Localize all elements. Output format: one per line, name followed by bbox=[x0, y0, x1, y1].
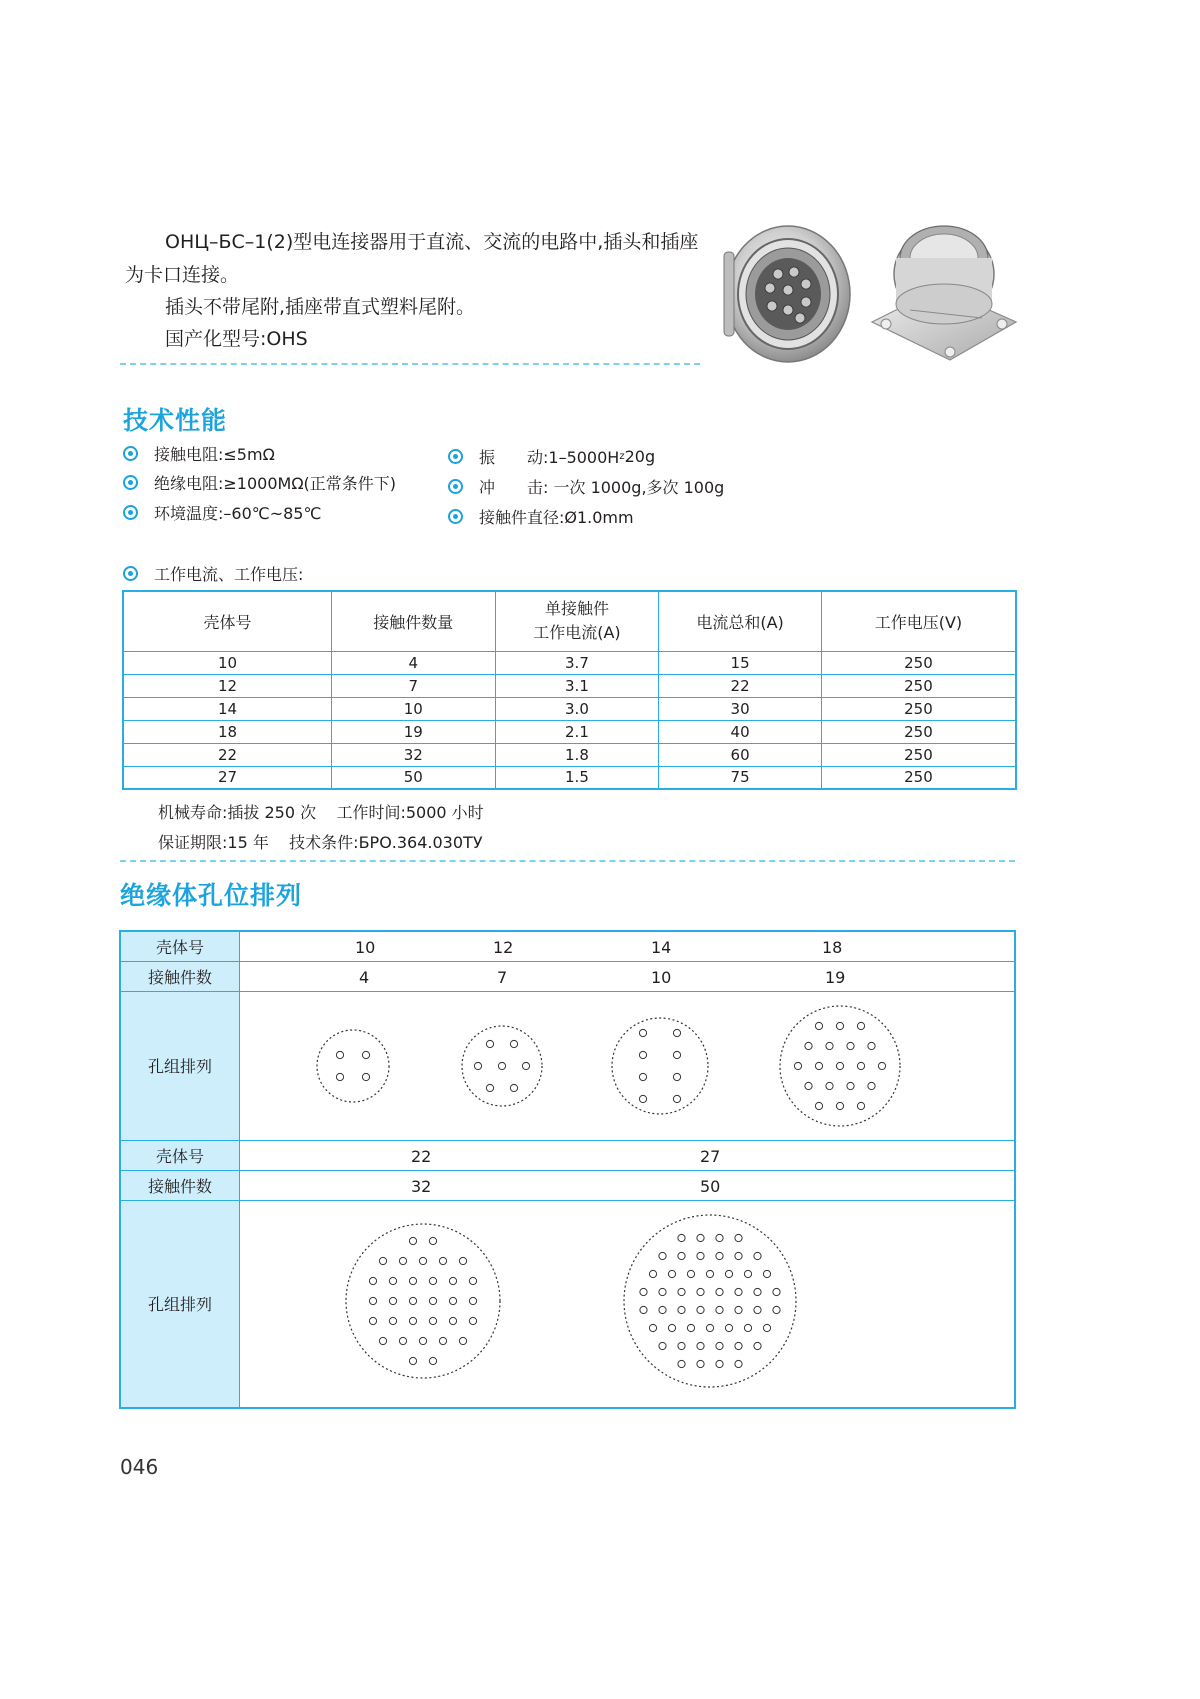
contact-hole bbox=[687, 1270, 694, 1277]
cell-total-current: 22 bbox=[659, 674, 822, 697]
shell-18: 18 bbox=[822, 938, 843, 957]
contact-hole bbox=[336, 1051, 343, 1058]
contact-hole bbox=[716, 1252, 723, 1259]
cell-shell: 12 bbox=[123, 674, 332, 697]
cell-shell: 22 bbox=[123, 743, 332, 766]
contact-hole bbox=[639, 1073, 646, 1080]
contact-hole bbox=[678, 1234, 685, 1241]
row1-arrangement bbox=[120, 991, 1015, 1140]
contact-hole bbox=[826, 1082, 833, 1089]
cell-shell: 10 bbox=[123, 651, 332, 674]
table-row bbox=[123, 743, 1016, 766]
contact-hole bbox=[409, 1357, 416, 1364]
shell-27: 27 bbox=[700, 1146, 721, 1166]
contact-hole bbox=[697, 1252, 704, 1259]
insert-diagram-10 bbox=[612, 1018, 708, 1114]
contact-hole bbox=[639, 1029, 646, 1036]
spec-text: 动:1–5000H bbox=[527, 448, 620, 467]
contact-hole bbox=[640, 1306, 647, 1313]
contact-hole bbox=[429, 1317, 436, 1324]
note-warranty: 保证期限:15 年 技术条件:БРО.364.030ТУ bbox=[158, 833, 483, 852]
contact-hole bbox=[429, 1277, 436, 1284]
contact-hole bbox=[389, 1277, 396, 1284]
insert-diagram-7 bbox=[462, 1026, 542, 1106]
intro-line-2: 为卡口连接。 bbox=[125, 264, 240, 286]
contact-hole bbox=[649, 1270, 656, 1277]
row2-diagrams bbox=[240, 1200, 1016, 1408]
contact-hole bbox=[794, 1062, 801, 1069]
header-shell: 壳体号 bbox=[123, 591, 332, 651]
spec-subscript: z bbox=[619, 451, 625, 462]
contact-hole bbox=[659, 1252, 666, 1259]
tech-section-title: 技术性能 bbox=[123, 406, 228, 435]
spec-contact-diameter bbox=[448, 505, 634, 528]
cell-voltage: 250 bbox=[821, 766, 1016, 789]
connector-photo bbox=[720, 212, 1020, 384]
table-row bbox=[123, 766, 1016, 789]
contact-hole bbox=[836, 1102, 843, 1109]
contact-hole bbox=[409, 1317, 416, 1324]
header-single-current bbox=[495, 591, 659, 651]
contact-hole bbox=[399, 1337, 406, 1344]
cell-total-current: 60 bbox=[659, 743, 822, 766]
row2-pin-diagrams bbox=[240, 1201, 1014, 1407]
spec-vibration bbox=[448, 445, 655, 468]
row2-shell bbox=[120, 1140, 1015, 1170]
contact-hole bbox=[649, 1324, 656, 1331]
contact-hole bbox=[389, 1317, 396, 1324]
contact-hole bbox=[716, 1234, 723, 1241]
cell-shell: 27 bbox=[123, 766, 332, 789]
divider-line-2 bbox=[120, 860, 1015, 862]
contact-hole bbox=[469, 1297, 476, 1304]
cell-voltage: 250 bbox=[821, 674, 1016, 697]
table-row bbox=[123, 720, 1016, 743]
contact-hole bbox=[706, 1270, 713, 1277]
contacts-32: 32 bbox=[411, 1176, 432, 1196]
contact-hole bbox=[847, 1082, 854, 1089]
contact-hole bbox=[498, 1062, 505, 1069]
spec-insulation-resistance bbox=[123, 471, 396, 494]
shell-label: 壳体号 bbox=[120, 931, 240, 961]
contact-hole bbox=[773, 1306, 780, 1313]
contact-hole bbox=[857, 1062, 864, 1069]
contact-hole bbox=[668, 1270, 675, 1277]
cell-total-current: 75 bbox=[659, 766, 822, 789]
contact-hole bbox=[805, 1042, 812, 1049]
cell-total-current: 15 bbox=[659, 651, 822, 674]
contact-hole bbox=[439, 1337, 446, 1344]
contact-hole bbox=[826, 1042, 833, 1049]
contact-hole bbox=[744, 1270, 751, 1277]
insert-diagram-4 bbox=[317, 1030, 389, 1102]
contact-hole bbox=[678, 1252, 685, 1259]
contacts-19: 19 bbox=[825, 967, 846, 987]
contact-hole bbox=[735, 1342, 742, 1349]
spec-text: 绝缘电阻:≥1000MΩ(正常条件下) bbox=[154, 474, 397, 493]
contacts-7: 7 bbox=[497, 967, 508, 987]
spec-temperature bbox=[123, 501, 321, 524]
row1-shell bbox=[120, 931, 1015, 961]
cell-contact-count: 19 bbox=[332, 720, 496, 743]
insert-layout-table bbox=[119, 930, 1016, 1409]
contact-hole bbox=[744, 1324, 751, 1331]
bullet-icon bbox=[448, 509, 463, 524]
cell-contact-count: 10 bbox=[332, 697, 496, 720]
contact-hole bbox=[725, 1270, 732, 1277]
contact-hole bbox=[639, 1051, 646, 1058]
contact-hole bbox=[659, 1342, 666, 1349]
cell-single-current: 1.8 bbox=[495, 743, 659, 766]
contact-hole bbox=[697, 1306, 704, 1313]
note-life: 机械寿命:插拔 250 次 工作时间:5000 小时 bbox=[158, 803, 484, 822]
contact-hole bbox=[459, 1337, 466, 1344]
cell-contact-count: 50 bbox=[332, 766, 496, 789]
cell-single-current: 3.0 bbox=[495, 697, 659, 720]
contact-hole bbox=[697, 1288, 704, 1295]
row2-contacts bbox=[120, 1170, 1015, 1200]
bullet-icon bbox=[123, 505, 138, 520]
contact-hole bbox=[469, 1317, 476, 1324]
header-total-current: 电流总和(A) bbox=[659, 591, 822, 651]
contact-hole bbox=[379, 1337, 386, 1344]
contact-hole bbox=[815, 1102, 822, 1109]
contact-hole bbox=[673, 1029, 680, 1036]
arrangement-label-2: 孔组排列 bbox=[120, 1200, 240, 1408]
contact-hole bbox=[754, 1306, 761, 1313]
cell-voltage: 250 bbox=[821, 720, 1016, 743]
contact-hole bbox=[510, 1084, 517, 1091]
contact-hole bbox=[429, 1357, 436, 1364]
header-voltage: 工作电压(V) bbox=[821, 591, 1016, 651]
cell-voltage: 250 bbox=[821, 743, 1016, 766]
contact-hole bbox=[678, 1288, 685, 1295]
bullet-icon bbox=[123, 566, 138, 581]
contact-hole bbox=[510, 1040, 517, 1047]
spec-tail: 20g bbox=[624, 447, 656, 466]
cell-shell: 14 bbox=[123, 697, 332, 720]
contact-hole bbox=[409, 1297, 416, 1304]
contact-hole bbox=[673, 1051, 680, 1058]
contacts-label: 接触件数 bbox=[120, 961, 240, 991]
bullet-icon bbox=[448, 449, 463, 464]
spec-text: 接触件直径:Ø1.0mm bbox=[479, 508, 634, 527]
contact-hole bbox=[389, 1297, 396, 1304]
shell-22: 22 bbox=[411, 1146, 432, 1166]
header-single-current-line2: 工作电流(A) bbox=[533, 623, 621, 643]
insert-diagram-32 bbox=[346, 1224, 500, 1378]
cell-contact-count: 4 bbox=[332, 651, 496, 674]
contact-hole bbox=[486, 1084, 493, 1091]
page-number: 046 bbox=[120, 1455, 159, 1479]
contact-hole bbox=[716, 1306, 723, 1313]
cell-single-current: 2.1 bbox=[495, 720, 659, 743]
contact-hole bbox=[369, 1317, 376, 1324]
cell-contact-count: 32 bbox=[332, 743, 496, 766]
contact-hole bbox=[449, 1297, 456, 1304]
contact-hole bbox=[673, 1073, 680, 1080]
contacts-label-2: 接触件数 bbox=[120, 1170, 240, 1200]
table-row bbox=[123, 674, 1016, 697]
row2-arrangement bbox=[120, 1200, 1015, 1408]
contacts-4: 4 bbox=[359, 967, 370, 987]
contact-hole bbox=[716, 1342, 723, 1349]
contact-hole bbox=[362, 1051, 369, 1058]
contact-hole bbox=[878, 1062, 885, 1069]
table-row bbox=[123, 697, 1016, 720]
spec-text: 击: 一次 1000g,多次 100g bbox=[527, 478, 725, 497]
shell-14: 14 bbox=[651, 938, 672, 957]
contacts-50: 50 bbox=[700, 1176, 721, 1196]
contact-hole bbox=[857, 1102, 864, 1109]
row1-shell-values bbox=[240, 931, 1016, 961]
contact-hole bbox=[369, 1297, 376, 1304]
contact-hole bbox=[716, 1288, 723, 1295]
contact-hole bbox=[763, 1270, 770, 1277]
contact-hole bbox=[486, 1040, 493, 1047]
contact-hole bbox=[725, 1324, 732, 1331]
shell-label-2: 壳体号 bbox=[120, 1140, 240, 1170]
current-table bbox=[122, 590, 1017, 790]
contacts-10: 10 bbox=[651, 967, 672, 987]
contact-hole bbox=[429, 1237, 436, 1244]
spec-label: 冲 bbox=[479, 478, 496, 497]
row1-contacts bbox=[120, 961, 1015, 991]
contact-hole bbox=[369, 1277, 376, 1284]
contact-hole bbox=[836, 1062, 843, 1069]
contact-hole bbox=[868, 1042, 875, 1049]
contact-hole bbox=[815, 1022, 822, 1029]
spec-text: 环境温度:–60℃~85℃ bbox=[154, 504, 322, 523]
contact-hole bbox=[847, 1042, 854, 1049]
row1-pin-diagrams bbox=[240, 992, 1014, 1140]
insert-diagram-50 bbox=[624, 1215, 796, 1387]
cell-shell: 18 bbox=[123, 720, 332, 743]
contact-hole bbox=[773, 1288, 780, 1295]
spec-shock bbox=[448, 475, 724, 498]
row2-contact-values bbox=[240, 1170, 1016, 1200]
intro-line-4: 国产化型号:OHS bbox=[165, 328, 308, 350]
cell-voltage: 250 bbox=[821, 697, 1016, 720]
contact-hole bbox=[668, 1324, 675, 1331]
contact-hole bbox=[673, 1095, 680, 1102]
spec-text: 接触电阻:≤5mΩ bbox=[154, 445, 275, 464]
contact-hole bbox=[639, 1095, 646, 1102]
contact-hole bbox=[763, 1324, 770, 1331]
contact-hole bbox=[439, 1257, 446, 1264]
contact-hole bbox=[697, 1234, 704, 1241]
cell-single-current: 1.5 bbox=[495, 766, 659, 789]
contact-hole bbox=[469, 1277, 476, 1284]
contact-hole bbox=[336, 1073, 343, 1080]
shell-12: 12 bbox=[493, 938, 514, 957]
contact-hole bbox=[449, 1277, 456, 1284]
contact-hole bbox=[399, 1257, 406, 1264]
row2-shell-values bbox=[240, 1140, 1016, 1170]
contact-hole bbox=[459, 1257, 466, 1264]
spec-label: 振 bbox=[479, 448, 496, 467]
spec-contact-resistance bbox=[123, 442, 275, 465]
contact-hole bbox=[409, 1277, 416, 1284]
contact-hole bbox=[805, 1082, 812, 1089]
contact-hole bbox=[678, 1360, 685, 1367]
contact-hole bbox=[735, 1288, 742, 1295]
contact-hole bbox=[836, 1022, 843, 1029]
header-contact-count: 接触件数量 bbox=[332, 591, 496, 651]
cell-total-current: 30 bbox=[659, 697, 822, 720]
contact-hole bbox=[716, 1360, 723, 1367]
contact-hole bbox=[706, 1324, 713, 1331]
contact-hole bbox=[362, 1073, 369, 1080]
contact-hole bbox=[419, 1257, 426, 1264]
bullet-icon bbox=[448, 479, 463, 494]
contact-hole bbox=[659, 1306, 666, 1313]
contact-hole bbox=[659, 1288, 666, 1295]
cell-contact-count: 7 bbox=[332, 674, 496, 697]
row1-diagrams bbox=[240, 991, 1016, 1140]
row1-contact-values bbox=[240, 961, 1016, 991]
contact-hole bbox=[735, 1234, 742, 1241]
contact-hole bbox=[735, 1360, 742, 1367]
contact-hole bbox=[735, 1252, 742, 1259]
bullet-icon bbox=[123, 446, 138, 461]
contact-hole bbox=[474, 1062, 481, 1069]
contact-hole bbox=[678, 1342, 685, 1349]
contact-hole bbox=[678, 1306, 685, 1313]
contact-hole bbox=[735, 1306, 742, 1313]
contact-hole bbox=[697, 1360, 704, 1367]
insert-diagram-19 bbox=[780, 1006, 900, 1126]
cell-single-current: 3.7 bbox=[495, 651, 659, 674]
contact-hole bbox=[697, 1342, 704, 1349]
spec-text: 工作电流、工作电压: bbox=[154, 565, 304, 584]
bullet-icon bbox=[123, 475, 138, 490]
header-single-current-line1: 单接触件 bbox=[544, 599, 609, 619]
intro-line-3: 插头不带尾附,插座带直式塑料尾附。 bbox=[165, 296, 476, 318]
contact-hole bbox=[409, 1237, 416, 1244]
arrangement-label: 孔组排列 bbox=[120, 991, 240, 1140]
contact-hole bbox=[815, 1062, 822, 1069]
contact-hole bbox=[754, 1288, 761, 1295]
intro-line-1: ОНЦ–БС–1(2)型电连接器用于直流、交流的电路中,插头和插座 bbox=[165, 231, 699, 253]
contact-hole bbox=[419, 1337, 426, 1344]
cell-total-current: 40 bbox=[659, 720, 822, 743]
cell-voltage: 250 bbox=[821, 651, 1016, 674]
contact-hole bbox=[754, 1252, 761, 1259]
contact-hole bbox=[522, 1062, 529, 1069]
cell-single-current: 3.1 bbox=[495, 674, 659, 697]
table-header-row bbox=[123, 591, 1016, 651]
contact-hole bbox=[857, 1022, 864, 1029]
contact-hole bbox=[687, 1324, 694, 1331]
contact-hole bbox=[868, 1082, 875, 1089]
contact-hole bbox=[754, 1342, 761, 1349]
current-voltage-label bbox=[123, 562, 303, 585]
contact-hole bbox=[429, 1297, 436, 1304]
contact-hole bbox=[379, 1257, 386, 1264]
contact-hole bbox=[449, 1317, 456, 1324]
shell-10: 10 bbox=[355, 938, 376, 957]
table-row bbox=[123, 651, 1016, 674]
divider-line-1 bbox=[120, 363, 700, 365]
contact-hole bbox=[640, 1288, 647, 1295]
layout-section-title: 绝缘体孔位排列 bbox=[120, 881, 303, 910]
